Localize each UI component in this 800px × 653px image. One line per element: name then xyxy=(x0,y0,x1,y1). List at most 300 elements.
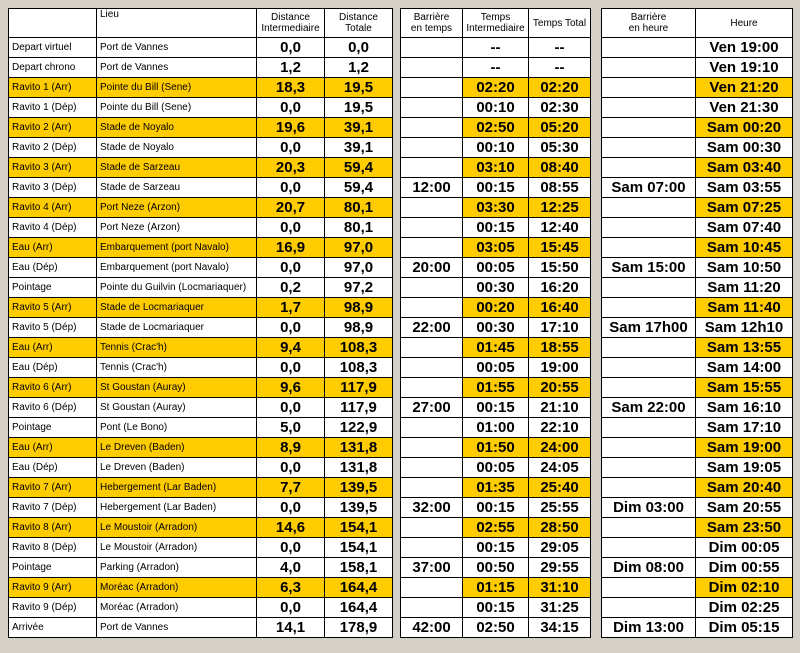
table-row xyxy=(602,178,793,198)
table-row xyxy=(602,38,793,58)
row-heure: Sam 14:00 xyxy=(696,358,793,378)
table-row xyxy=(602,398,793,418)
table-row xyxy=(401,218,591,238)
table-row xyxy=(9,318,393,338)
row-temps-intermediaire: 03:30 xyxy=(463,198,529,218)
row-lieu: Stade de Noyalo xyxy=(97,118,257,138)
row-barriere-heure xyxy=(602,98,696,118)
row-temps-total: 15:45 xyxy=(529,238,591,258)
row-barriere-temps xyxy=(401,338,463,358)
row-temps-total: 22:10 xyxy=(529,418,591,438)
row-name: Arrivée xyxy=(9,618,97,638)
row-barriere-heure xyxy=(602,138,696,158)
row-heure: Sam 07:25 xyxy=(696,198,793,218)
row-distance-intermediaire: 6,3 xyxy=(257,578,325,598)
table-row xyxy=(9,238,393,258)
table-row xyxy=(602,138,793,158)
row-name: Eau (Arr) xyxy=(9,438,97,458)
row-barriere-temps: 27:00 xyxy=(401,398,463,418)
row-barriere-temps xyxy=(401,78,463,98)
table-row xyxy=(9,298,393,318)
table-row xyxy=(401,338,591,358)
row-distance-intermediaire: 18,3 xyxy=(257,78,325,98)
row-barriere-heure xyxy=(602,118,696,138)
row-name: Ravito 2 (Dép) xyxy=(9,138,97,158)
table-row xyxy=(602,78,793,98)
row-distance-totale: 131,8 xyxy=(325,458,393,478)
row-distance-totale: 19,5 xyxy=(325,98,393,118)
row-name: Pointage xyxy=(9,558,97,578)
row-distance-intermediaire: 14,1 xyxy=(257,618,325,638)
row-distance-totale: 131,8 xyxy=(325,438,393,458)
row-barriere-temps xyxy=(401,418,463,438)
table-row xyxy=(401,138,591,158)
table-row xyxy=(401,258,591,278)
row-heure: Sam 20:40 xyxy=(696,478,793,498)
table-row xyxy=(9,618,393,638)
table-row xyxy=(9,438,393,458)
row-heure: Sam 11:40 xyxy=(696,298,793,318)
row-lieu: Embarquement (port Navalo) xyxy=(97,258,257,278)
row-distance-totale: 0,0 xyxy=(325,38,393,58)
row-distance-totale: 80,1 xyxy=(325,198,393,218)
row-temps-total: 08:55 xyxy=(529,178,591,198)
row-distance-intermediaire: 0,0 xyxy=(257,598,325,618)
row-name: Ravito 9 (Dép) xyxy=(9,598,97,618)
row-barriere-temps: 42:00 xyxy=(401,618,463,638)
row-name: Ravito 1 (Dép) xyxy=(9,98,97,118)
row-barriere-heure xyxy=(602,458,696,478)
table-row xyxy=(9,458,393,478)
table-row xyxy=(401,518,591,538)
row-lieu: Port de Vannes xyxy=(97,38,257,58)
row-heure: Sam 19:05 xyxy=(696,458,793,478)
row-heure: Ven 19:10 xyxy=(696,58,793,78)
row-name: Ravito 2 (Arr) xyxy=(9,118,97,138)
row-temps-intermediaire: 00:15 xyxy=(463,218,529,238)
row-temps-total: 12:40 xyxy=(529,218,591,238)
row-lieu: Pointe du Bill (Sene) xyxy=(97,78,257,98)
row-distance-intermediaire: 0,0 xyxy=(257,498,325,518)
table-row xyxy=(602,318,793,338)
row-lieu: Moréac (Arradon) xyxy=(97,578,257,598)
row-temps-intermediaire: 03:05 xyxy=(463,238,529,258)
table-row xyxy=(9,358,393,378)
row-lieu: Port de Vannes xyxy=(97,58,257,78)
header-blank xyxy=(9,9,97,38)
row-name: Ravito 9 (Arr) xyxy=(9,578,97,598)
row-barriere-heure xyxy=(602,578,696,598)
table-row xyxy=(401,158,591,178)
row-heure: Sam 20:55 xyxy=(696,498,793,518)
row-distance-intermediaire: 1,7 xyxy=(257,298,325,318)
row-lieu: Stade de Locmariaquer xyxy=(97,298,257,318)
row-temps-intermediaire: 01:00 xyxy=(463,418,529,438)
row-heure: Sam 13:55 xyxy=(696,338,793,358)
row-barriere-heure xyxy=(602,518,696,538)
table-row xyxy=(401,238,591,258)
row-name: Ravito 6 (Arr) xyxy=(9,378,97,398)
table-row xyxy=(401,178,591,198)
row-heure: Sam 03:40 xyxy=(696,158,793,178)
row-temps-intermediaire: 00:10 xyxy=(463,98,529,118)
table-row xyxy=(401,198,591,218)
row-lieu: Le Dreven (Baden) xyxy=(97,438,257,458)
table-row xyxy=(9,538,393,558)
row-barriere-heure xyxy=(602,478,696,498)
row-barriere-temps xyxy=(401,358,463,378)
table-row xyxy=(9,378,393,398)
row-distance-intermediaire: 14,6 xyxy=(257,518,325,538)
table-row xyxy=(9,598,393,618)
row-distance-totale: 108,3 xyxy=(325,358,393,378)
row-barriere-temps xyxy=(401,458,463,478)
row-temps-intermediaire: 01:35 xyxy=(463,478,529,498)
table-row xyxy=(9,98,393,118)
row-temps-intermediaire: 00:05 xyxy=(463,358,529,378)
row-lieu: Stade de Locmariaquer xyxy=(97,318,257,338)
row-barriere-heure: Dim 08:00 xyxy=(602,558,696,578)
row-barriere-temps xyxy=(401,138,463,158)
row-name: Pointage xyxy=(9,418,97,438)
row-temps-intermediaire: 00:15 xyxy=(463,398,529,418)
row-name: Ravito 8 (Dép) xyxy=(9,538,97,558)
row-heure: Sam 11:20 xyxy=(696,278,793,298)
row-lieu: Hebergement (Lar Baden) xyxy=(97,498,257,518)
row-temps-total: 24:05 xyxy=(529,458,591,478)
row-barriere-heure xyxy=(602,538,696,558)
row-distance-totale: 122,9 xyxy=(325,418,393,438)
table-row xyxy=(9,578,393,598)
row-distance-intermediaire: 0,0 xyxy=(257,258,325,278)
row-heure: Sam 03:55 xyxy=(696,178,793,198)
row-barriere-temps xyxy=(401,538,463,558)
row-temps-intermediaire: 00:10 xyxy=(463,138,529,158)
row-lieu: Tennis (Crac'h) xyxy=(97,358,257,378)
row-distance-intermediaire: 0,0 xyxy=(257,398,325,418)
row-distance-intermediaire: 7,7 xyxy=(257,478,325,498)
table-row xyxy=(602,258,793,278)
time-table xyxy=(400,8,591,638)
row-distance-intermediaire: 20,3 xyxy=(257,158,325,178)
row-distance-intermediaire: 0,0 xyxy=(257,138,325,158)
header-row xyxy=(401,9,591,38)
row-distance-intermediaire: 0,0 xyxy=(257,98,325,118)
header-lieu: Lieu xyxy=(97,9,257,38)
row-temps-total: 16:40 xyxy=(529,298,591,318)
header-distance-intermediaire: Distance Intermediaire xyxy=(257,9,325,38)
row-temps-total: 02:30 xyxy=(529,98,591,118)
row-barriere-heure xyxy=(602,218,696,238)
header-row xyxy=(602,9,793,38)
row-barriere-heure xyxy=(602,378,696,398)
row-heure: Dim 05:15 xyxy=(696,618,793,638)
row-heure: Sam 23:50 xyxy=(696,518,793,538)
row-temps-total: 21:10 xyxy=(529,398,591,418)
row-temps-intermediaire: 00:15 xyxy=(463,498,529,518)
row-heure: Ven 21:20 xyxy=(696,78,793,98)
row-lieu: Port Neze (Arzon) xyxy=(97,218,257,238)
row-temps-intermediaire: 02:20 xyxy=(463,78,529,98)
row-barriere-temps xyxy=(401,58,463,78)
table-row xyxy=(401,98,591,118)
row-distance-intermediaire: 8,9 xyxy=(257,438,325,458)
row-heure: Ven 21:30 xyxy=(696,98,793,118)
row-temps-total: 15:50 xyxy=(529,258,591,278)
row-lieu: Pointe du Guilvin (Locmariaquer) xyxy=(97,278,257,298)
table-row xyxy=(9,38,393,58)
row-temps-intermediaire: 01:50 xyxy=(463,438,529,458)
row-distance-totale: 117,9 xyxy=(325,378,393,398)
row-name: Ravito 5 (Arr) xyxy=(9,298,97,318)
table-row xyxy=(602,338,793,358)
header-row xyxy=(9,9,393,38)
table-row xyxy=(401,618,591,638)
row-distance-totale: 139,5 xyxy=(325,478,393,498)
row-lieu: Pointe du Bill (Sene) xyxy=(97,98,257,118)
row-name: Ravito 5 (Dép) xyxy=(9,318,97,338)
row-distance-intermediaire: 9,6 xyxy=(257,378,325,398)
row-temps-intermediaire: 01:55 xyxy=(463,378,529,398)
row-heure: Sam 17:10 xyxy=(696,418,793,438)
row-distance-intermediaire: 4,0 xyxy=(257,558,325,578)
row-heure: Dim 00:55 xyxy=(696,558,793,578)
table-row xyxy=(602,278,793,298)
table-row xyxy=(602,378,793,398)
table-row xyxy=(602,418,793,438)
table-row xyxy=(9,118,393,138)
table-row xyxy=(602,58,793,78)
row-distance-totale: 98,9 xyxy=(325,318,393,338)
row-name: Ravito 4 (Dép) xyxy=(9,218,97,238)
row-barriere-heure xyxy=(602,598,696,618)
table-row xyxy=(602,438,793,458)
table-row xyxy=(602,358,793,378)
row-temps-total: 31:10 xyxy=(529,578,591,598)
row-lieu: Le Dreven (Baden) xyxy=(97,458,257,478)
row-heure: Sam 16:10 xyxy=(696,398,793,418)
header-barriere-heure: Barrière en heure xyxy=(602,9,696,38)
row-barriere-temps xyxy=(401,38,463,58)
table-row xyxy=(401,438,591,458)
row-name: Depart chrono xyxy=(9,58,97,78)
table-row xyxy=(602,158,793,178)
table-row xyxy=(602,458,793,478)
row-temps-total: 24:00 xyxy=(529,438,591,458)
row-distance-totale: 19,5 xyxy=(325,78,393,98)
row-name: Ravito 7 (Dép) xyxy=(9,498,97,518)
row-name: Ravito 8 (Arr) xyxy=(9,518,97,538)
row-temps-intermediaire: -- xyxy=(463,38,529,58)
row-temps-intermediaire: -- xyxy=(463,58,529,78)
row-temps-total: -- xyxy=(529,58,591,78)
row-barriere-temps xyxy=(401,198,463,218)
row-barriere-heure: Sam 22:00 xyxy=(602,398,696,418)
row-temps-total: 25:55 xyxy=(529,498,591,518)
row-lieu: Port de Vannes xyxy=(97,618,257,638)
row-distance-totale: 59,4 xyxy=(325,178,393,198)
row-heure: Sam 00:20 xyxy=(696,118,793,138)
row-barriere-heure: Dim 13:00 xyxy=(602,618,696,638)
header-temps-intermediaire: Temps Intermediaire xyxy=(463,9,529,38)
row-barriere-temps xyxy=(401,598,463,618)
table-row xyxy=(602,598,793,618)
table-row xyxy=(9,518,393,538)
row-distance-totale: 154,1 xyxy=(325,518,393,538)
row-distance-intermediaire: 0,0 xyxy=(257,218,325,238)
table-row xyxy=(401,318,591,338)
header-barriere-temps: Barrière en temps xyxy=(401,9,463,38)
table-row xyxy=(602,98,793,118)
row-distance-intermediaire: 16,9 xyxy=(257,238,325,258)
row-distance-intermediaire: 0,0 xyxy=(257,458,325,478)
row-temps-total: 18:55 xyxy=(529,338,591,358)
row-name: Eau (Arr) xyxy=(9,338,97,358)
row-distance-intermediaire: 5,0 xyxy=(257,418,325,438)
table-row xyxy=(9,178,393,198)
row-distance-totale: 97,0 xyxy=(325,258,393,278)
row-temps-total: 29:05 xyxy=(529,538,591,558)
row-barriere-heure xyxy=(602,38,696,58)
row-barriere-heure xyxy=(602,358,696,378)
table-row xyxy=(9,418,393,438)
row-temps-intermediaire: 01:15 xyxy=(463,578,529,598)
row-temps-total: -- xyxy=(529,38,591,58)
table-row xyxy=(401,538,591,558)
table-row xyxy=(401,378,591,398)
row-heure: Dim 02:25 xyxy=(696,598,793,618)
row-lieu: Stade de Noyalo xyxy=(97,138,257,158)
row-barriere-temps: 20:00 xyxy=(401,258,463,278)
table-row xyxy=(401,558,591,578)
row-temps-intermediaire: 01:45 xyxy=(463,338,529,358)
table-row xyxy=(401,78,591,98)
row-lieu: Port Neze (Arzon) xyxy=(97,198,257,218)
row-name: Ravito 3 (Arr) xyxy=(9,158,97,178)
hour-table xyxy=(601,8,793,638)
row-name: Eau (Dép) xyxy=(9,258,97,278)
row-barriere-heure xyxy=(602,78,696,98)
row-name: Eau (Arr) xyxy=(9,238,97,258)
row-temps-total: 20:55 xyxy=(529,378,591,398)
row-temps-total: 05:20 xyxy=(529,118,591,138)
row-heure: Dim 02:10 xyxy=(696,578,793,598)
row-distance-totale: 158,1 xyxy=(325,558,393,578)
row-distance-totale: 108,3 xyxy=(325,338,393,358)
row-lieu: Embarquement (port Navalo) xyxy=(97,238,257,258)
table-row xyxy=(401,478,591,498)
row-temps-intermediaire: 00:30 xyxy=(463,278,529,298)
table-row xyxy=(602,518,793,538)
table-row xyxy=(602,198,793,218)
row-barriere-heure xyxy=(602,198,696,218)
row-distance-totale: 178,9 xyxy=(325,618,393,638)
row-distance-totale: 98,9 xyxy=(325,298,393,318)
table-row xyxy=(401,298,591,318)
row-barriere-temps xyxy=(401,278,463,298)
row-distance-intermediaire: 0,0 xyxy=(257,178,325,198)
table-row xyxy=(9,158,393,178)
row-barriere-temps xyxy=(401,298,463,318)
row-temps-total: 19:00 xyxy=(529,358,591,378)
row-barriere-heure xyxy=(602,278,696,298)
row-distance-intermediaire: 0,0 xyxy=(257,358,325,378)
row-barriere-temps: 37:00 xyxy=(401,558,463,578)
row-heure: Sam 10:45 xyxy=(696,238,793,258)
table-row xyxy=(602,118,793,138)
header-distance-totale: Distance Totale xyxy=(325,9,393,38)
table-row xyxy=(602,538,793,558)
row-barriere-temps xyxy=(401,378,463,398)
row-temps-intermediaire: 00:15 xyxy=(463,178,529,198)
row-name: Pointage xyxy=(9,278,97,298)
row-barriere-heure xyxy=(602,438,696,458)
row-distance-totale: 117,9 xyxy=(325,398,393,418)
row-distance-totale: 139,5 xyxy=(325,498,393,518)
row-temps-intermediaire: 02:50 xyxy=(463,118,529,138)
row-distance-intermediaire: 20,7 xyxy=(257,198,325,218)
table-row xyxy=(602,558,793,578)
row-barriere-temps xyxy=(401,238,463,258)
row-lieu: Le Moustoir (Arradon) xyxy=(97,518,257,538)
table-row xyxy=(9,478,393,498)
row-temps-total: 02:20 xyxy=(529,78,591,98)
row-heure: Sam 12h10 xyxy=(696,318,793,338)
table-row xyxy=(401,418,591,438)
row-barriere-heure xyxy=(602,338,696,358)
table-row xyxy=(9,338,393,358)
row-temps-total: 05:30 xyxy=(529,138,591,158)
row-heure: Dim 00:05 xyxy=(696,538,793,558)
row-barriere-temps: 22:00 xyxy=(401,318,463,338)
row-name: Eau (Dép) xyxy=(9,358,97,378)
table-row xyxy=(401,458,591,478)
table-row xyxy=(602,218,793,238)
table-row xyxy=(602,238,793,258)
row-barriere-heure: Sam 15:00 xyxy=(602,258,696,278)
row-barriere-heure xyxy=(602,418,696,438)
table-row xyxy=(9,498,393,518)
row-temps-total: 28:50 xyxy=(529,518,591,538)
header-temps-total: Temps Total xyxy=(529,9,591,38)
header-heure: Heure xyxy=(696,9,793,38)
row-barriere-heure xyxy=(602,58,696,78)
row-barriere-temps: 32:00 xyxy=(401,498,463,518)
row-distance-intermediaire: 9,4 xyxy=(257,338,325,358)
row-temps-intermediaire: 00:15 xyxy=(463,538,529,558)
row-name: Depart virtuel xyxy=(9,38,97,58)
row-distance-intermediaire: 19,6 xyxy=(257,118,325,138)
row-barriere-temps xyxy=(401,218,463,238)
row-temps-intermediaire: 00:15 xyxy=(463,598,529,618)
table-row xyxy=(401,358,591,378)
row-distance-totale: 164,4 xyxy=(325,598,393,618)
row-name: Ravito 7 (Arr) xyxy=(9,478,97,498)
row-distance-totale: 97,0 xyxy=(325,238,393,258)
row-lieu: Stade de Sarzeau xyxy=(97,158,257,178)
row-distance-intermediaire: 0,0 xyxy=(257,38,325,58)
row-name: Ravito 3 (Dép) xyxy=(9,178,97,198)
row-distance-totale: 59,4 xyxy=(325,158,393,178)
row-barriere-temps xyxy=(401,518,463,538)
row-temps-total: 12:25 xyxy=(529,198,591,218)
row-barriere-heure: Dim 03:00 xyxy=(602,498,696,518)
row-temps-total: 17:10 xyxy=(529,318,591,338)
table-row xyxy=(401,398,591,418)
table-row xyxy=(9,558,393,578)
row-distance-totale: 1,2 xyxy=(325,58,393,78)
row-temps-intermediaire: 00:20 xyxy=(463,298,529,318)
